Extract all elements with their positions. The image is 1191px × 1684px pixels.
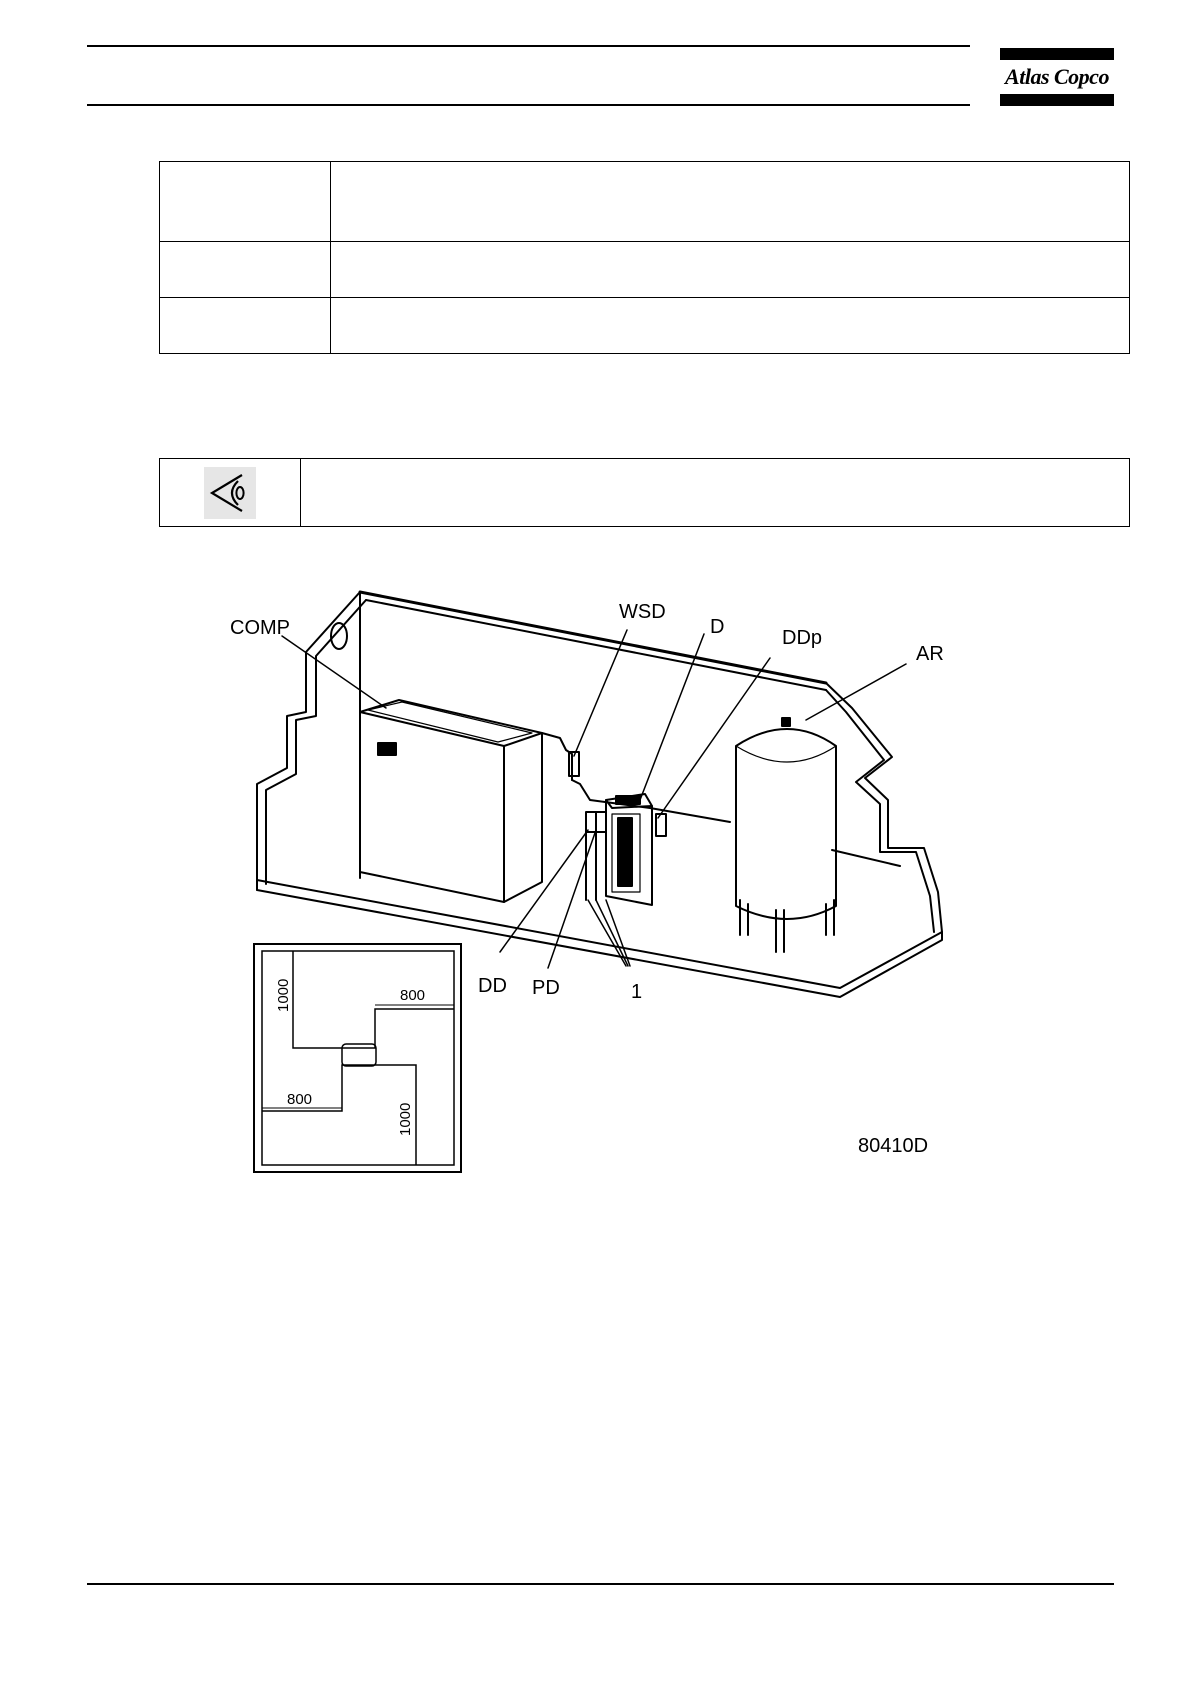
table-row	[160, 298, 1130, 354]
compressor	[360, 700, 542, 902]
water-separator	[569, 752, 579, 776]
left-wall	[257, 592, 360, 890]
logo-text: Atlas Copco	[1005, 64, 1109, 89]
filter-pd	[596, 812, 606, 832]
label-dd: DD	[478, 975, 507, 997]
floor-slab	[257, 880, 942, 997]
filter-ddp	[656, 814, 666, 836]
table-row	[160, 162, 1130, 242]
label-wsd: WSD	[619, 601, 666, 623]
label-ddp: DDp	[782, 627, 823, 649]
table-row	[160, 242, 1130, 298]
note-icon-cell	[160, 459, 301, 527]
spec-table	[159, 161, 1130, 354]
header-rule-top	[87, 45, 970, 47]
logo-bar-bottom	[1000, 94, 1114, 106]
air-receiver	[736, 729, 836, 919]
table-cell-value	[331, 242, 1130, 298]
dim-top-horizontal: 800	[400, 987, 426, 1004]
label-pd: PD	[532, 977, 560, 999]
table-cell-value	[331, 162, 1130, 242]
wall-porthole	[331, 623, 347, 649]
table-cell-label	[160, 162, 331, 242]
clearance-inset	[254, 944, 461, 1172]
note-text	[301, 459, 1130, 527]
dryer	[606, 794, 652, 905]
dim-top-vertical: 1000	[275, 978, 292, 1012]
label-d: D	[710, 616, 725, 638]
table-cell-label	[160, 242, 331, 298]
header-rule-bottom	[87, 104, 970, 106]
figure-code: 80410D	[858, 1135, 929, 1157]
note-box	[159, 458, 1130, 527]
label-comp: COMP	[230, 617, 290, 639]
right-wall	[826, 683, 942, 932]
note-row	[160, 459, 1130, 527]
footer-rule	[87, 1583, 1114, 1585]
eye-icon	[204, 467, 256, 519]
filter-dd	[586, 812, 596, 832]
label-ar: AR	[916, 643, 944, 665]
dim-bottom-horizontal: 800	[287, 1091, 313, 1108]
atlas-copco-logo	[1000, 48, 1114, 106]
table-cell-value	[331, 298, 1130, 354]
back-wall-top	[360, 592, 826, 683]
dim-bottom-vertical: 1000	[397, 1102, 414, 1136]
table-cell-label	[160, 298, 331, 354]
logo-bar-top	[1000, 48, 1114, 60]
label-1: 1	[631, 981, 643, 1003]
